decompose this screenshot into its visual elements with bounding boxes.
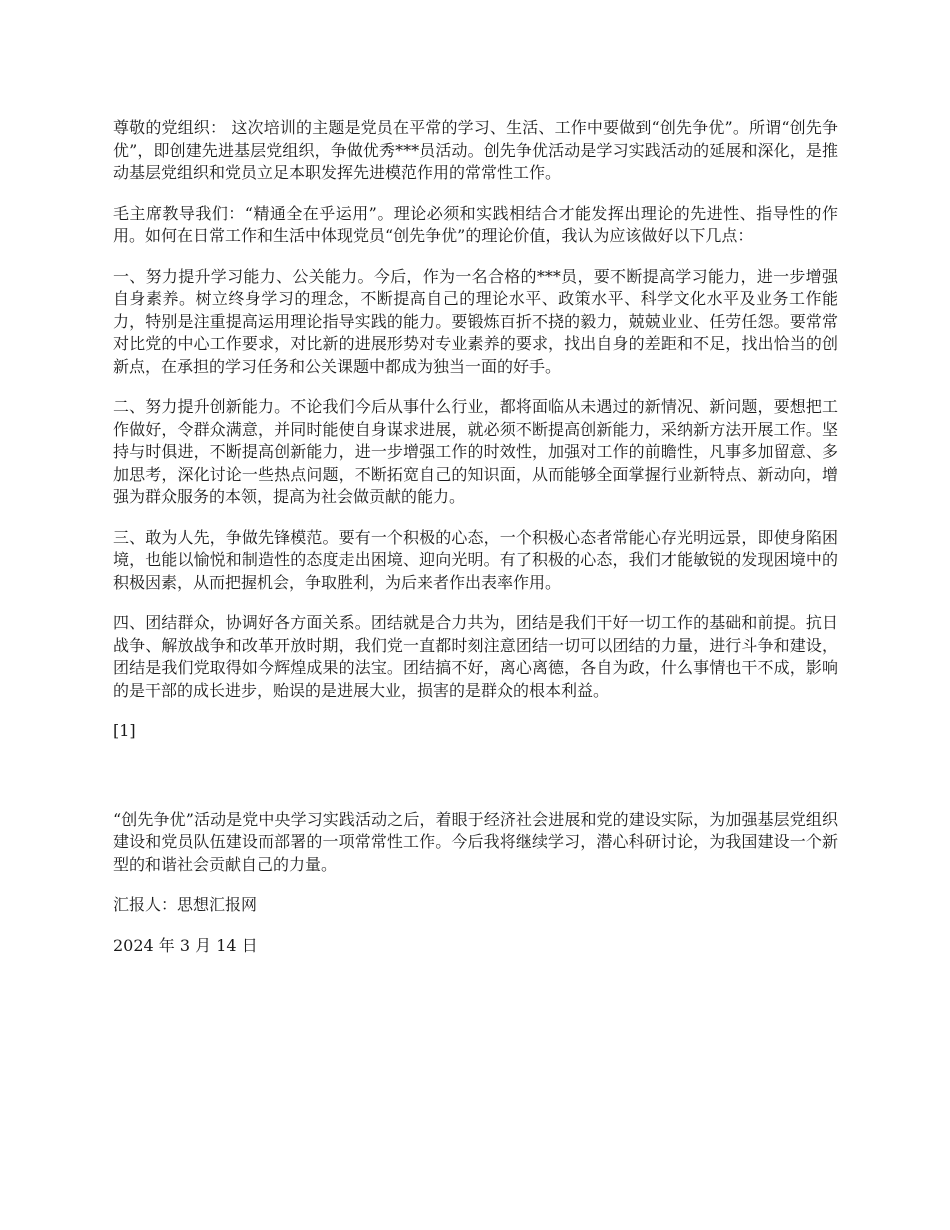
- paragraph-closing: “创先争优”活动是党中央学习实践活动之后，着眼于经济社会进展和党的建设实际，为加强基层党组织建设和党员队伍建设而部署的一项常常性工作。今后我将继续学习，潜心科研讨论，为我国建设一个新型的和谐社会贡献自己的力量。: [113, 809, 838, 874]
- paragraph-point-3: 三、敢为人先，争做先锋模范。要有一个积极的心态，一个积极心态者常能心存光明远景，即使身陷困境，也能以愉悦和制造性的态度走出困境、迎向光明。有了积极的心态，我们才能敏锐的发现困境中的积极因素，从而把握机会，争取胜利，为后来者作出表率作用。: [113, 527, 838, 592]
- document-body: [113, 117, 838, 975]
- report-date: 2024 年 3 月 14 日: [113, 935, 258, 955]
- signature: 汇报人：思想汇报网: [113, 895, 258, 914]
- paragraph-point-2: 二、努力提升创新能力。不论我们今后从事什么行业，都将面临从未遇过的新情况、新问题，要想把工作做好，令群众满意，并同时能使自身谋求进展，就必须不断提高创新能力，采纳新方法开展工作。坚持与时俱进，不断提高创新能力，进一步增强工作的时效性，加强对工作的前瞻性，凡事多加留意、多加思考，深化讨论一些热点问题，不断拓宽自己的知识面，从而能够全面掌握行业新特点、新动向，增强为群众服务的本领，提高为社会做贡献的能力。: [113, 397, 838, 506]
- paragraph-point-1: 一、努力提升学习能力、公关能力。今后，作为一名合格的***员，要不断提高学习能力，进一步增强自身素养。树立终身学习的理念，不断提高自己的理论水平、政策水平、科学文化水平及业务工作能力，特别是注重提高运用理论指导实践的能力。要锻炼百折不挠的毅力，兢兢业业、任劳任怨。要常常对比党的中心工作要求，对比新的进展形势对专业素养的要求，找出自身的差距和不足，找出恰当的创新点，在承担的学习任务和公关课题中都成为独当一面的好手。: [113, 266, 838, 376]
- paragraph-intro: 毛主席教导我们：“精通全在乎运用”。理论必须和实践相结合才能发挥出理论的先进性、指导性的作用。如何在日常工作和生活中体现党员“创先争优”的理论价值，我认为应该做好以下几点：: [113, 203, 838, 245]
- paragraph-greeting: 尊敬的党组织： 这次培训的主题是党员在平常的学习、生活、工作中要做到“创先争优”。所谓“创先争优”，即创建先进基层党组织，争做优秀***员活动。创先争优活动是学习实践活动的延展和深化，是推动基层党组织和党员立足本职发挥先进模范作用的常常性工作。: [113, 118, 838, 182]
- paragraph-point-4: 四、团结群众，协调好各方面关系。团结就是合力共为，团结是我们干好一切工作的基础和前提。抗日战争、解放战争和改革开放时期，我们党一直都时刻注意团结一切可以团结的力量，进行斗争和建设，团结是我们党取得如今辉煌成果的法宝。团结搞不好，离心离德，各自为政，什么事情也干不成，影响的是干部的成长进步，贻误的是进展大业，损害的是群众的根本利益。: [113, 613, 838, 700]
- reference-mark: [1]: [113, 721, 136, 740]
